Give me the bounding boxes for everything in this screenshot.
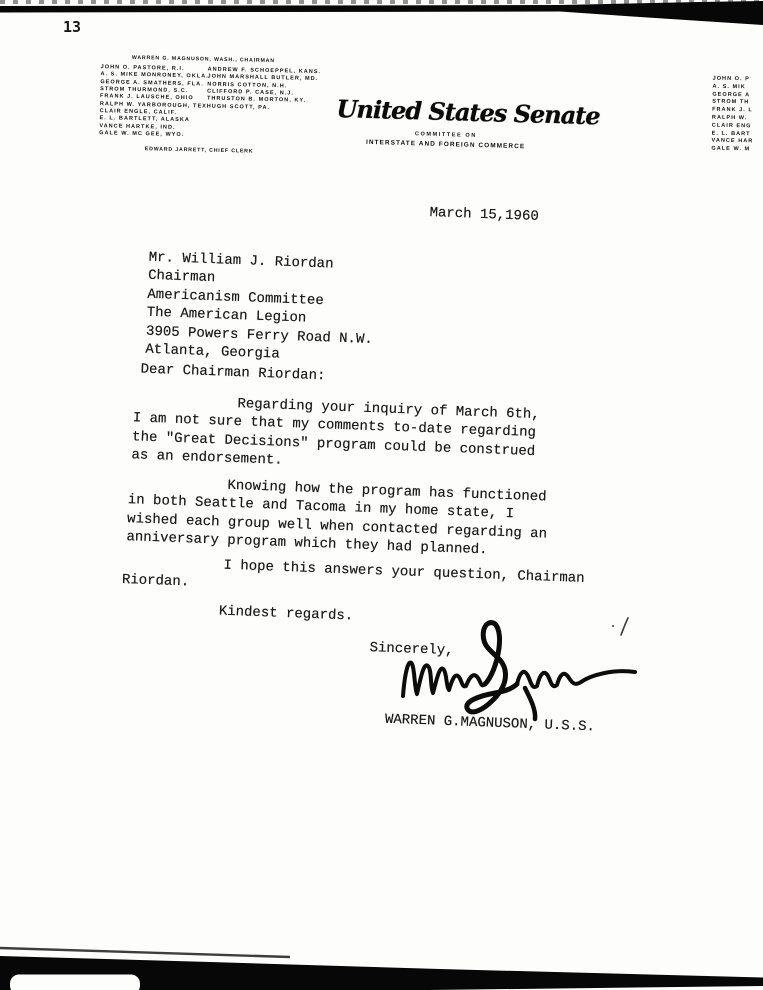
signature-handwriting: [385, 612, 675, 727]
committee-line-1: COMMITTEE ON: [414, 131, 477, 139]
signature-stroke-warren: [403, 662, 485, 696]
member-name: THRUSTON B. MORTON, KY.: [206, 95, 307, 105]
member-name: GEORGE A. SMATHERS, FLA.: [100, 78, 204, 88]
scan-band-top: [0, 1, 763, 25]
committee-line-2: INTERSTATE AND FOREIGN COMMERCE: [365, 138, 526, 150]
closing-line: Kindest regards.: [218, 603, 354, 625]
page-number: 13: [63, 18, 82, 36]
member-name: HUGH SCOTT, PA.: [206, 103, 271, 111]
fragment-line: JOHN O. P: [712, 75, 750, 83]
member-name: E. L. BARTLETT, ALASKA: [99, 115, 190, 124]
fragment-line: GALE W. M: [711, 145, 751, 153]
date-line: March 15,1960: [429, 204, 540, 225]
fragment-line: CLAIR ENG: [711, 122, 752, 130]
signoff-line: Sincerely,: [369, 640, 454, 660]
fragment-line: GEORGE A: [712, 91, 751, 98]
member-name: RALPH W. YARBOROUGH, TEX.: [99, 100, 210, 110]
salutation: Dear Chairman Riordan:: [140, 361, 326, 385]
member-name: GALE W. MC GEE, WYO.: [99, 130, 185, 139]
clerk-line: EDWARD JARRETT, CHIEF CLERK: [144, 146, 254, 155]
members-column-left: [99, 64, 210, 140]
letterhead-edge-fragment: [711, 76, 754, 155]
body-paragraph-3: I hope this answers your question, Chairman Riordan.: [121, 557, 585, 591]
scan-corner-notch: [10, 975, 140, 990]
chairman-line: WARREN G. MAGNUSON, WASH., CHAIRMAN: [131, 54, 275, 65]
fragment-line: STROM TH: [712, 99, 750, 106]
signature-stroke-loop: [467, 623, 517, 712]
letterhead-title-block: [336, 94, 601, 151]
member-name: FRANK J. LAUSCHE, OHIO: [99, 93, 194, 102]
body-paragraph-2: Knowing how the program has functioned in both Seattle and Tacoma in my home state, I wished each group well when contacted regarding an anniversary program which they had planned.: [126, 477, 548, 559]
member-name: CLAIR ENGLE, CALIF.: [99, 108, 178, 116]
member-name: JOHN MARSHALL BUTLER, MD.: [207, 73, 319, 83]
signature-stroke-magnuson: [517, 671, 635, 687]
scan-line-bottom-left: [0, 948, 290, 957]
signature-stroke-descender: [525, 688, 535, 719]
recipient-address: Mr. William J. Riordan Chairman Americanism Committee The American Legion 3905 Powers Ferry Road N.W. Atlanta, Georgia: [145, 249, 374, 363]
member-name: ANDREW F. SCHOEPPEL, KANS.: [207, 66, 322, 76]
member-name: NORRIS COTTON, N.H.: [207, 81, 288, 90]
fragment-line: FRANK J. L: [712, 106, 753, 114]
typed-signature-line: WARREN G.MAGNUSON, U.S.S.: [384, 711, 596, 736]
fragment-line: A. S. MIK: [712, 83, 746, 91]
senate-title: United States Senate: [336, 94, 601, 131]
member-name: STROM THURMOND, S.C.: [100, 86, 189, 95]
member-name: CLIFFORD P. CASE, N.J.: [207, 88, 295, 97]
fragment-line: RALPH W.: [711, 114, 748, 122]
member-name: VANCE HARTKE, IND.: [99, 122, 176, 131]
fragment-line: E. L. BART: [711, 130, 751, 137]
body-paragraph-1: Regarding your inquiry of March 6th, I am not sure that my comments to-date regarding the "Great Decisions" program could be construed as an endorsement.: [131, 396, 540, 469]
ink-slash-mark: [621, 618, 628, 635]
member-name: JOHN O. PASTORE, R.I.: [100, 64, 185, 73]
fragment-line: VANCE HAR: [711, 138, 754, 145]
member-name: A. S. MIKE MONRONEY, OKLA.: [100, 71, 209, 80]
members-column-right: [207, 67, 321, 114]
ink-dot-mark: [612, 625, 614, 627]
